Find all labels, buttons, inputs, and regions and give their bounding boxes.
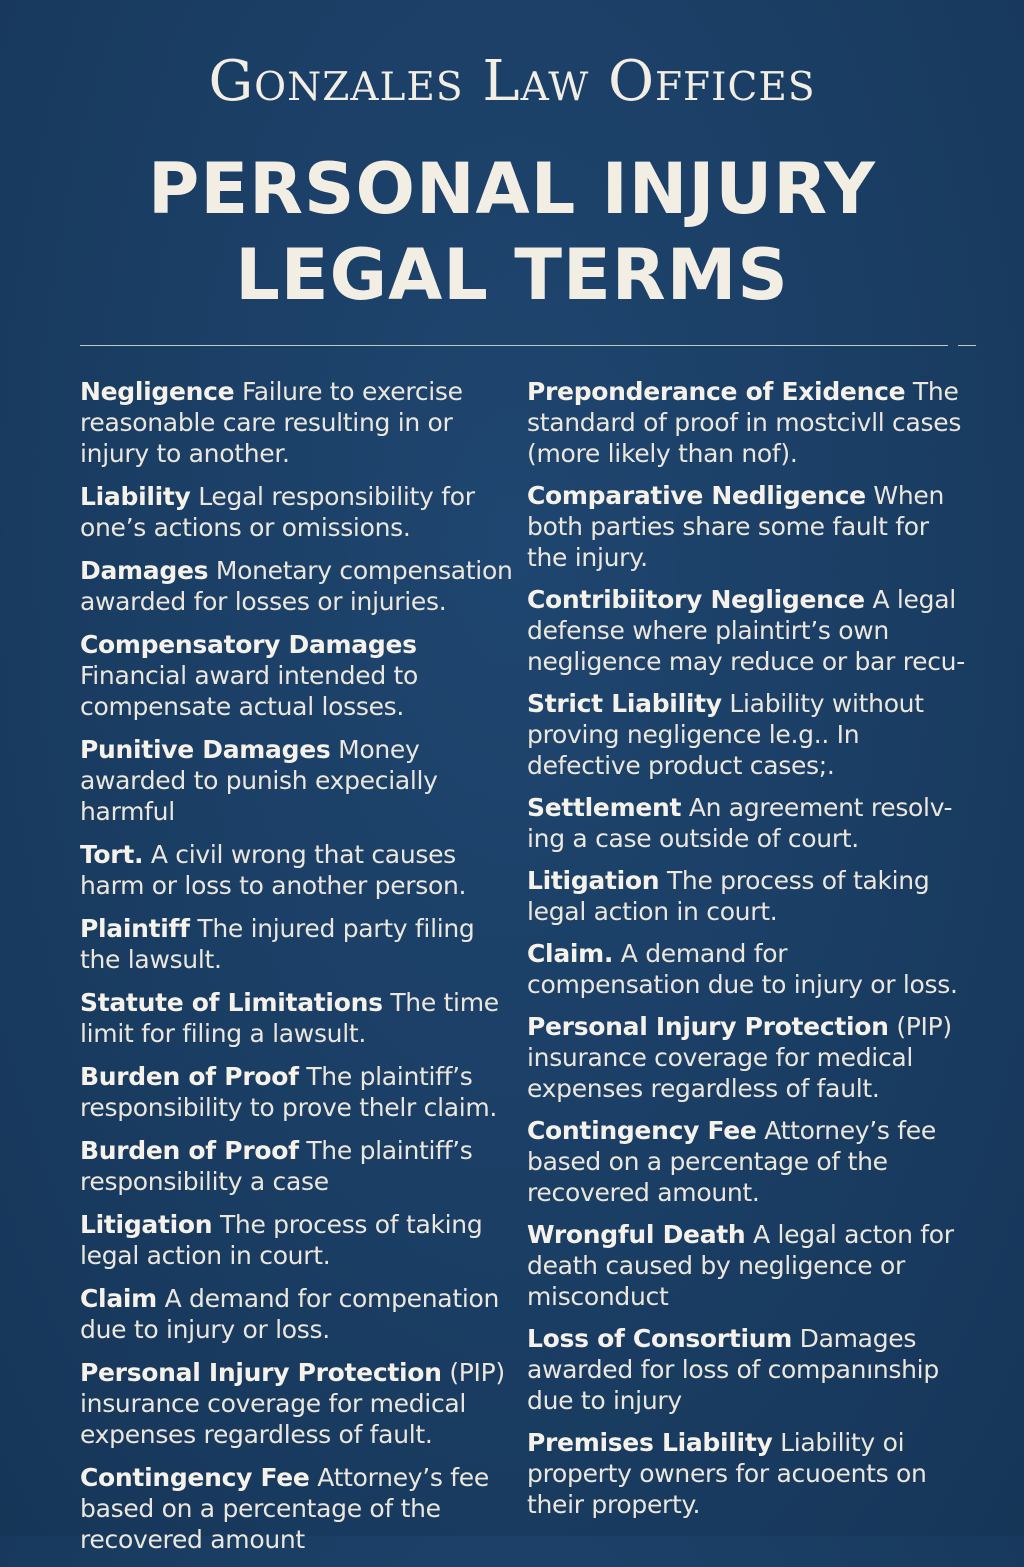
glossary-entry [527,1219,967,1312]
term-name: Premises Liability [527,1428,773,1457]
term-name: Statute of Limitations [80,988,383,1017]
term-definition: Attorney’s fee based on a percentage of the recovered amount [80,1463,489,1554]
term-definition: A demand for compensation due to injury or loss. [527,939,958,999]
term-name: Litigation [80,1210,213,1239]
term-name: Claim. [527,939,614,968]
term-definition: When both parties share some fault for the injury. [527,481,944,572]
glossary-entry [527,1115,967,1208]
glossary-entry [80,734,520,827]
term-name: Contingency Fee [80,1463,310,1492]
term-name: Litigation [527,866,660,895]
term-definition: The standard of proof in mostcivll cases (more likely than nof). [527,377,962,468]
glossary-entry [527,792,967,854]
term-definition: The plaintiff’s responsibility to prove thelr claim. [80,1062,498,1122]
term-name: Burden of Proof [80,1136,299,1165]
term-definition: Damages awarded for loss of companınship due to injury [527,1324,939,1415]
term-name: Strict Liability [527,689,722,718]
term-name: Compensatory Damages [80,630,417,659]
divider [80,345,948,346]
term-name: Burden of Proof [80,1062,299,1091]
term-definition: Monetary compensation awarded for losses or injuries. [80,556,513,616]
term-name: Damages [80,556,209,585]
glossary-entry [80,987,520,1049]
glossary-entry [527,938,967,1000]
term-name: Contingency Fee [527,1116,757,1145]
title-line-1: PERSONAL INJURY [148,148,876,230]
term-definition: A civil wrong that causes harm or loss to another person. [80,840,467,900]
term-definition: An agreement resolv-ing a case outside of court. [527,793,953,853]
term-definition: The process of taking legal action in court. [80,1210,483,1270]
glossary-entry [80,1357,520,1450]
glossary-entry [80,1462,520,1555]
glossary-entry [527,1011,967,1104]
term-name: Plaintiff [80,914,190,943]
term-name: Negligence [80,377,235,406]
glossary-entry [527,584,967,677]
term-name: Punitive Damages [80,735,331,764]
term-definition: Money awarded to punish expecially harmful [80,735,438,826]
page-title [0,146,1024,318]
term-name: Wrongful Death [527,1220,746,1249]
glossary-entry [80,1209,520,1271]
term-definition: (PIP) insurance coverage for medical expenses regardless of fault. [527,1012,952,1103]
glossary-entry [80,839,520,901]
glossary-entry [527,688,967,781]
glossary-entry [527,480,967,573]
term-definition: The plaintiff’s responsibility a case [80,1136,473,1196]
term-name: Comparative Nedligence [527,481,866,510]
term-name: Contribiitory Negligence [527,585,865,614]
term-definition: The process of taking legal action in court. [527,866,930,926]
firm-name: Gonzales Law Offices [208,49,816,114]
glossary-entry [527,1323,967,1416]
glossary-entry [80,555,520,617]
term-name: Personal Injury Protection [527,1012,889,1041]
term-name: Preponderance of Exidence [527,377,906,406]
glossary-entry [80,376,520,469]
term-name: Loss of Consortium [527,1324,792,1353]
term-definition: A legal acton for death caused by negligence or misconduct [527,1220,954,1311]
term-definition: A demand for compenation due to injury or loss. [80,1284,500,1344]
term-name: Claim [80,1284,157,1313]
term-definition: The injured party filing the lawsult. [80,914,475,974]
term-name: Personal Injury Protection [80,1358,442,1387]
glossary-entry [80,629,520,722]
term-definition: Attorney’s fee based on a percentage of the recovered amount. [527,1116,936,1207]
term-definition: Financial award intended to compensate actual losses. [80,661,419,721]
term-definition: The time limit for filing a lawsult. [80,988,499,1048]
term-definition: Legal responsibility for one’s actions or omissions. [80,482,475,542]
glossary-entry [527,376,967,469]
glossary-entry [80,1061,520,1123]
term-name: Tort. [80,840,144,869]
glossary-entry [80,1135,520,1197]
glossary-entry [80,913,520,975]
terms-column-left [80,376,520,1567]
term-definition: A legal defense where plaintirt’s own negligence may reduce or bar recu- [527,585,965,676]
glossary-entry [80,481,520,543]
glossary-entry [80,1283,520,1345]
term-definition: (PIP) insurance coverage for medical expenses regardless of fault. [80,1358,505,1449]
term-name: Settlement [527,793,682,822]
title-line-2: LEGAL TERMS [235,234,789,316]
term-definition: Liability oi property owners for acuoents on their property. [527,1428,927,1519]
term-name: Liability [80,482,191,511]
divider-tick [958,345,976,346]
term-definition: Liability without proving negligence le.g.. In defective product cases;. [527,689,924,780]
glossary-entry [527,1427,967,1520]
terms-column-right [527,376,967,1531]
glossary-entry [527,865,967,927]
term-definition: Failure to exercise reasonable care resulting in or injury to another. [80,377,463,468]
